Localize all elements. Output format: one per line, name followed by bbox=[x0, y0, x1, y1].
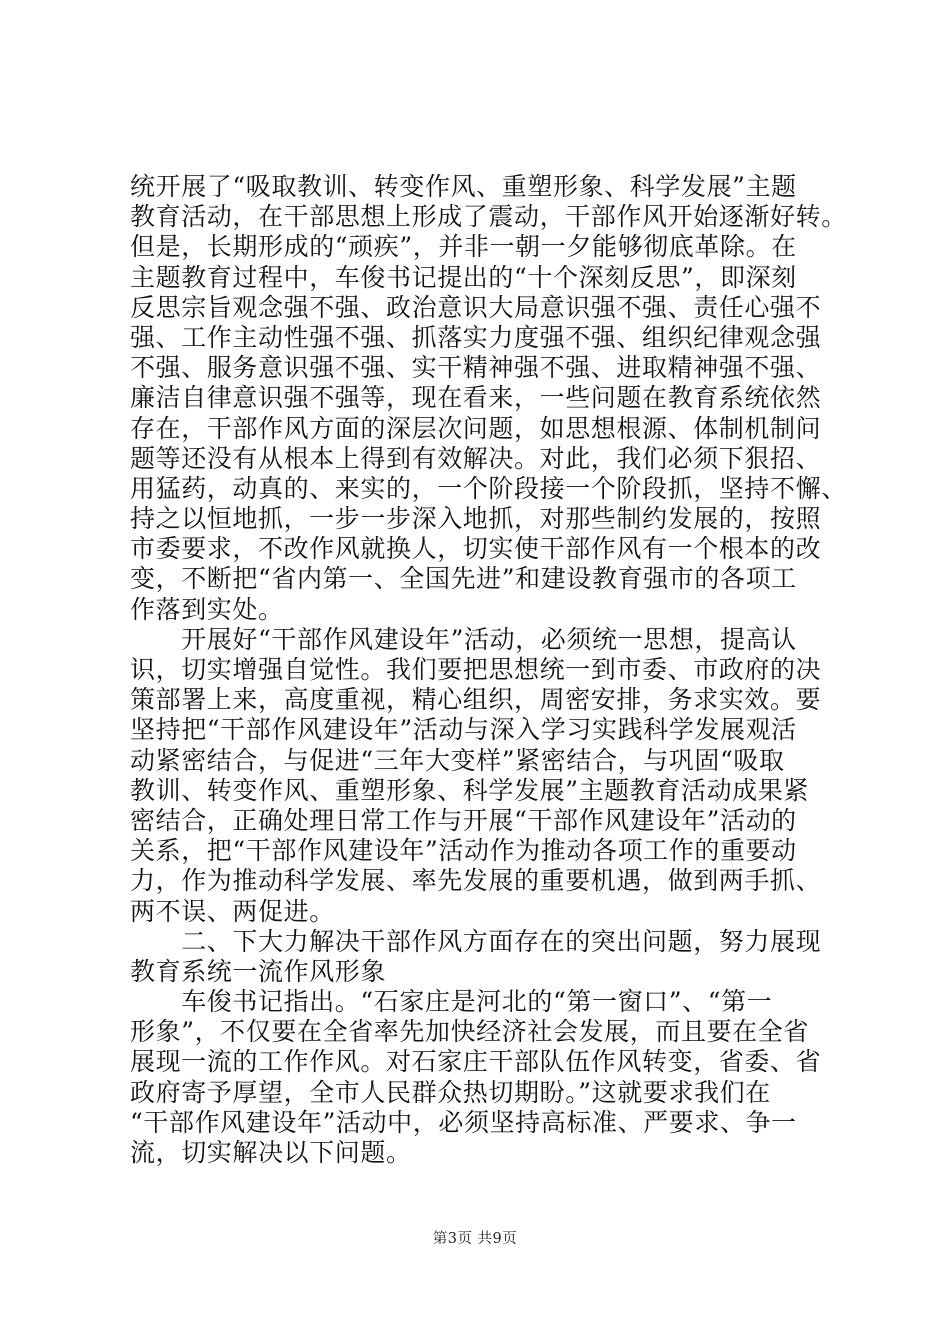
text-line: 关系，把“干部作风建设年”活动作为推动各项工作的重要动 bbox=[130, 836, 797, 866]
text-line: 持之以恒地抓，一步一步深入地抓，对那些制约发展的，按照 bbox=[130, 504, 822, 534]
text-line: 政府寄予厚望，全市人民群众热切期盼。”这就要求我们在 bbox=[130, 1077, 771, 1107]
text-line: 动紧密结合，与促进“三年大变样”紧密结合，与巩固“吸取 bbox=[130, 745, 785, 775]
text-line: 流，切实解决以下问题。 bbox=[130, 1138, 412, 1167]
text-line: 识，切实增强自觉性。我们要把思想统一到市委、市政府的决 bbox=[130, 655, 822, 684]
text-line: 力，作为推动科学发展、率先发展的重要机遇，做到两手抓、 bbox=[130, 866, 822, 896]
text-line: 两不误、两促进。 bbox=[130, 896, 335, 926]
text-line: 强、工作主动性强不强、抓落实力度强不强、组织纪律观念强 bbox=[130, 322, 822, 352]
text-line: 廉洁自律意识强不强等，现在看来，一些问题在教育系统依然 bbox=[130, 383, 822, 413]
text-line: 开展好“干部作风建设年”活动，必须统一思想，提高认 bbox=[130, 624, 797, 654]
text-line: 反思宗旨观念强不强、政治意识大局意识强不强、责任心强不 bbox=[130, 292, 822, 322]
text-line: 题等还没有从根本上得到有效解决。对此，我们必须下狠招、 bbox=[130, 443, 822, 473]
text-line: 作落到实处。 bbox=[130, 594, 284, 624]
text-line: 教育活动，在干部思想上形成了震动，干部作风开始逐渐好转。 bbox=[130, 202, 847, 232]
text-line: 存在，干部作风方面的深层次问题，如思想根源、体制机制问 bbox=[130, 413, 822, 443]
section-heading-line: 二、下大力解决干部作风方面存在的突出问题，努力展现 bbox=[130, 926, 822, 956]
text-line: 形象”，不仅要在全省率先加快经济社会发展，而且要在全省 bbox=[130, 1017, 809, 1047]
text-line: 展现一流的工作作风。对石家庄干部队伍作风转变，省委、省 bbox=[130, 1047, 822, 1077]
text-line: 不强、服务意识强不强、实干精神强不强、进取精神强不强、 bbox=[130, 353, 822, 383]
text-line: 车俊书记指出。“石家庄是河北的“第一窗口”、“第一 bbox=[130, 987, 773, 1017]
text-line: 用猛药，动真的、来实的，一个阶段接一个阶段抓，坚持不懈、 bbox=[130, 473, 847, 503]
text-line: 但是，长期形成的“顽疾”，并非一朝一夕能够彻底革除。在 bbox=[130, 232, 797, 262]
text-line: 主题教育过程中，车俊书记提出的“十个深刻反思”，即深刻 bbox=[130, 262, 797, 292]
text-line: 变，不断把“省内第一、全国先进”和建设教育强市的各项工 bbox=[130, 564, 797, 594]
text-line: 市委要求，不改作风就换人，切实使干部作风有一个根本的改 bbox=[130, 534, 822, 564]
page-number-footer: 第3页 共9页 bbox=[432, 1231, 518, 1247]
section-heading-line: 教育系统一流作风形象 bbox=[130, 956, 387, 986]
body-text bbox=[130, 172, 847, 1168]
text-line: 统开展了“吸取教训、转变作风、重塑形象、科学发展”主题 bbox=[130, 172, 797, 201]
text-line: 坚持把“干部作风建设年”活动与深入学习实践科学发展观活 bbox=[130, 715, 797, 745]
text-line: 教训、转变作风、重塑形象、科学发展”主题教育活动成果紧 bbox=[130, 775, 809, 805]
text-line: “干部作风建设年”活动中，必须坚持高标准、严要求、争一 bbox=[130, 1107, 797, 1137]
text-line: 策部署上来，高度重视，精心组织，周密安排，务求实效。要 bbox=[130, 685, 822, 715]
text-line: 密结合，正确处理日常工作与开展“干部作风建设年”活动的 bbox=[130, 805, 797, 835]
